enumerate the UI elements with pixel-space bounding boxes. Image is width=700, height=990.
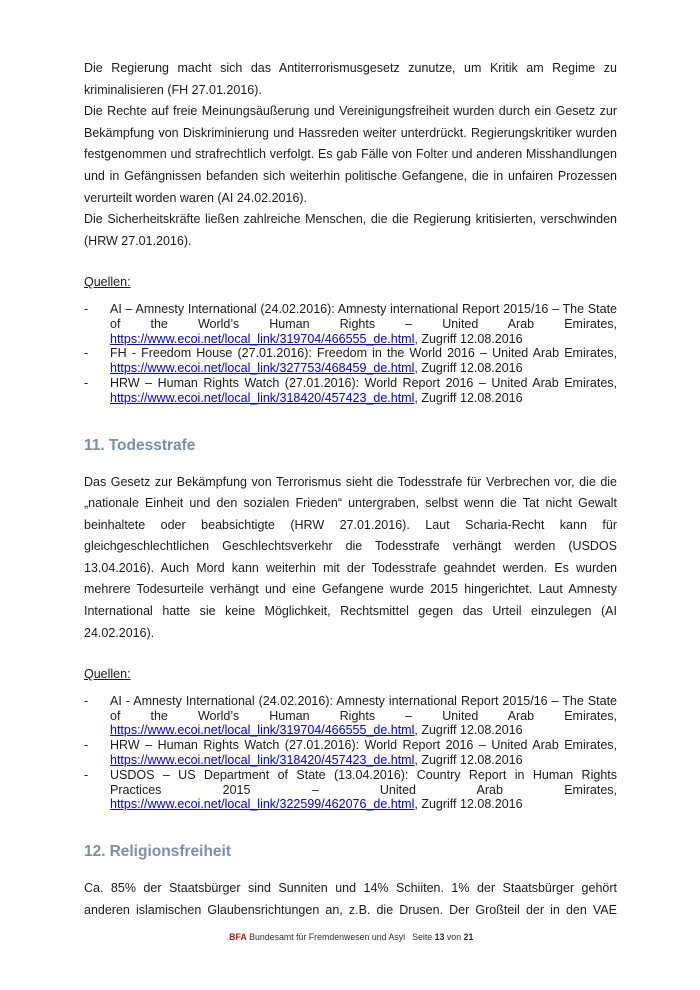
footer-page-total: 21 (463, 932, 474, 942)
source-text (110, 376, 617, 406)
source-item (84, 694, 617, 738)
paragraph: Die Sicherheitskräfte ließen zahlreiche Menschen, die die Regierung kritisierten, verschwinden (HRW 27.01.2016). (84, 212, 617, 248)
source-citation: AI - Amnesty International (24.02.2016): Amnesty international Report 2015/16 – The State of the World’s Human Rights – United Arab Emirates, (110, 693, 617, 723)
source-text (110, 694, 617, 738)
paragraph: Ca. 85% der Staatsbürger sind Sunniten und 14% Schiiten. 1% der Staatsbürger gehört anderen islamischen Glaubensrichtungen an, z.B. die Drusen. Der Großteil der in den VAE (84, 881, 617, 917)
section-title: Todesstrafe (108, 436, 196, 454)
source-link[interactable]: https://www.ecoi.net/local_link/318420/457423_de.html (110, 390, 415, 405)
sources-label: Quellen: (84, 275, 131, 290)
source-item (84, 346, 617, 376)
source-citation: AI – Amnesty International (24.02.2016): Amnesty international Report 2015/16 – The State of the World’s Human Rights – United Arab Emirates, (110, 301, 617, 331)
section-title: Religionsfreiheit (109, 843, 231, 861)
paragraph: Das Gesetz zur Bekämpfung von Terrorismus sieht die Todesstrafe für Verbrechen vor, die die „nationale Einheit und den sozialen Frieden“ untergraben, selbst wenn die Tat nicht Gewalt beinhaltete oder beabsichtigte (HRW 27.01.2016). Laut Scharia-Recht kann für gleichgeschlechtlichen Geschlechtsverkehr die Todesstrafe verhängt werden (USDOS 13.04.2016). Auch Mord kann weiterhin mit der Todesstrafe geahndet werden. Es wurden mehrere Todesurteile verhängt und eine Gefangene wurde 2015 hingerichtet. Laut Amnesty International hatte sie keine Möglichkeit, Rechtsmittel gegen das Urteil einzulegen (AI 24.02.2016). (84, 474, 617, 640)
list-dash-icon: - (84, 767, 89, 782)
list-dash-icon: - (84, 375, 89, 390)
list-dash-icon: - (84, 346, 89, 361)
list-dash-icon: - (84, 693, 89, 708)
footer-logo-dot: . (226, 932, 230, 942)
footer-page-indicator (412, 932, 473, 942)
paragraph: Die Rechte auf freie Meinungsäußerung und Vereinigungsfreiheit wurden durch ein Gesetz zur Bekämpfung von Diskriminierung und Hassreden weiter unterdrückt. Regierungskritiker wurden festgenommen und strafrechtlich verfolgt. Es gab Fälle von Folter und anderen Misshandlungen und in Gefängnissen befanden sich weiterhin politische Gefangene, die in unfairen Prozessen verurteilt worden waren (AI 24.02.2016). (84, 104, 617, 205)
source-list (84, 302, 617, 406)
sources-label: Quellen: (84, 667, 131, 682)
paragraph: Die Regierung macht sich das Antiterrorismusgesetz zunutze, um Kritik am Regime zu kriminalisieren (FH 27.01.2016). (84, 61, 617, 97)
section-number: 11. (84, 436, 105, 454)
source-citation: HRW – Human Rights Watch (27.01.2016): World Report 2016 – United Arab Emirates, (110, 375, 617, 390)
bfa-logo: BFA (229, 932, 247, 942)
source-access: , Zugriff 12.08.2016 (414, 753, 523, 768)
source-item (84, 376, 617, 406)
source-link[interactable]: https://www.ecoi.net/local_link/322599/462076_de.html (110, 797, 415, 812)
source-citation: FH - Freedom House (27.01.2016): Freedom in the World 2016 – United Arab Emirates, (110, 346, 617, 361)
source-item (84, 768, 617, 812)
section-heading-religionsfreiheit (84, 842, 617, 862)
section-number: 12. (84, 843, 106, 861)
source-item (84, 302, 617, 346)
source-access: , Zugriff 12.08.2016 (414, 723, 523, 738)
source-access: , Zugriff 12.08.2016 (414, 797, 523, 812)
source-access: , Zugriff 12.08.2016 (414, 390, 523, 405)
source-text (110, 346, 617, 376)
source-link[interactable]: https://www.ecoi.net/local_link/327753/468459_de.html (110, 361, 415, 376)
page-content (84, 58, 617, 921)
list-dash-icon: - (84, 301, 89, 316)
footer-page-of: von (446, 932, 462, 942)
footer-page-label: Seite (412, 932, 433, 942)
source-citation: USDOS – US Department of State (13.04.2016): Country Report in Human Rights Practices 2015 – United Arab Emirates, (110, 767, 617, 797)
list-dash-icon: - (84, 738, 89, 753)
source-link[interactable]: https://www.ecoi.net/local_link/318420/457423_de.html (110, 753, 415, 768)
source-link[interactable]: https://www.ecoi.net/local_link/319704/466555_de.html (110, 331, 415, 346)
source-text (110, 768, 617, 812)
footer-page-current: 13 (434, 932, 445, 942)
source-access: , Zugriff 12.08.2016 (414, 361, 523, 376)
page-footer (0, 931, 700, 943)
source-text (110, 738, 617, 768)
source-link[interactable]: https://www.ecoi.net/local_link/319704/466555_de.html (110, 723, 415, 738)
section-heading-todesstrafe (84, 436, 617, 456)
source-list (84, 694, 617, 812)
source-text (110, 302, 617, 346)
footer-office-name: Bundesamt für Fremdenwesen und Asyl (249, 932, 406, 942)
source-item (84, 738, 617, 768)
source-citation: HRW – Human Rights Watch (27.01.2016): World Report 2016 – United Arab Emirates, (110, 738, 617, 753)
source-access: , Zugriff 12.08.2016 (414, 331, 523, 346)
